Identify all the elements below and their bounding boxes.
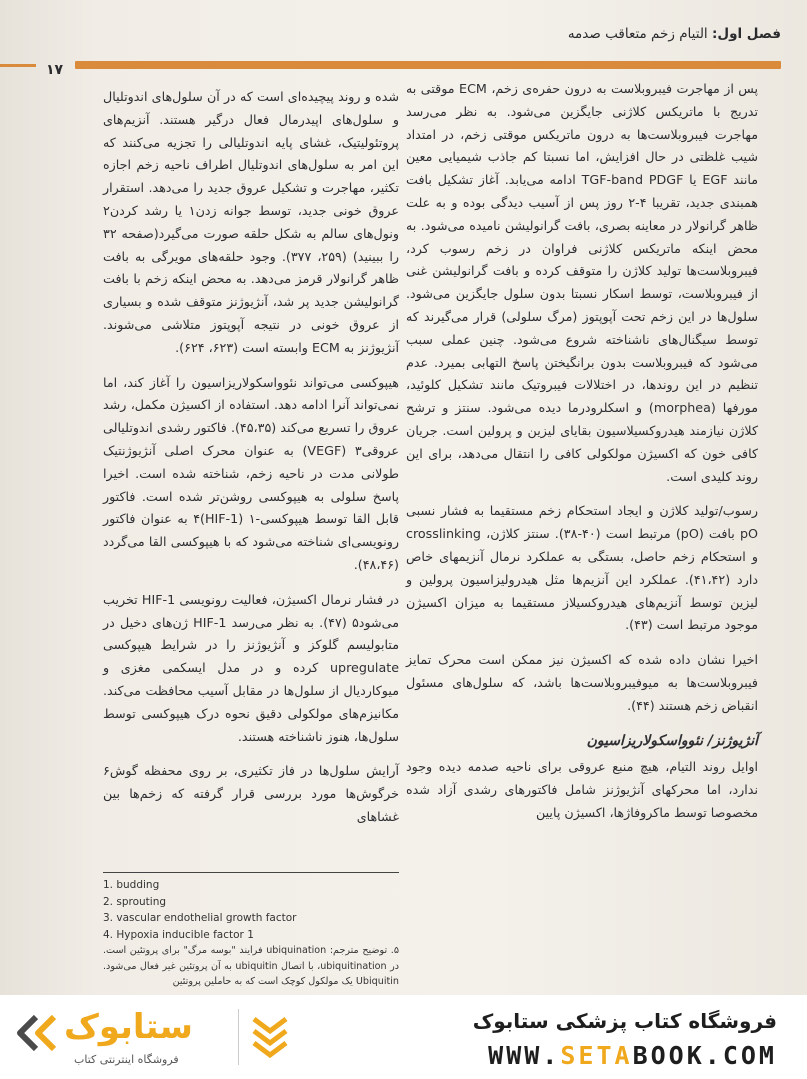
- paragraph: اوایل روند التیام، هیچ منبع عروقی برای ناحیه صدمه دیده وجود ندارد، اما محرکهای آنژیوژنز شامل فاکتورهای رشدی آزاد شده مخصوصا توسط ماکروفاژها، اکسیژن پایین: [406, 759, 758, 820]
- right-column: [406, 78, 758, 837]
- store-banner: [0, 995, 807, 1079]
- header-rule: [75, 61, 781, 69]
- logo-wordmark: ستابوک: [64, 1007, 193, 1047]
- shop-url-link[interactable]: [488, 1041, 777, 1070]
- chapter-label: فصل اول:: [711, 26, 781, 42]
- section-heading: آنژیوژنز/ نئوواسکولاریزاسیون: [586, 732, 758, 749]
- setabook-logo[interactable]: [14, 1003, 224, 1073]
- url-prefix: WWW.: [488, 1041, 561, 1070]
- footnote: 2. sprouting: [103, 895, 167, 908]
- paragraph: آرایش سلول‌ها در فاز تکثیری، بر روی محفظه گوش۶ خرگوش‌ها مورد بررسی قرار گرفته که زخم‌ها بین غشاهای: [103, 763, 399, 824]
- page-number: ۱۷: [46, 62, 64, 78]
- paragraph: در فشار نرمال اکسیژن، فعالیت رونویسی HIF-1 تخریب می‌شود۵ (۴۷). به نظر می‌رسد HIF-1 ژن‌های دخیل در متابولیسم گلوکز و آنژیوژنز را در شرایط هیپوکسی upregulate کرده و در مدل ایسکمی مغزی و میوکاردیال از سلول‌ها در مقابل آسیب محافظت می‌کند. مکانیزم‌های مولکولی دقیق نحوه درک هیپوکسی توسط سلول‌ها، هنوز ناشناخته هستند.: [103, 591, 400, 744]
- logo-tagline: فروشگاه اینترنتی کتاب: [74, 1053, 179, 1066]
- chevron-arrows-icon: [14, 1013, 62, 1053]
- left-column: [103, 86, 399, 841]
- divider: [238, 1009, 239, 1065]
- header-rule-short: [0, 64, 36, 67]
- footnote-translator-note: ۵. توضیح مترجم: ubiquination فرایند "بوسه مرگ" برای پروتئین است. در ubiquitination، با اتصال ubiquitin به آن پروتئین غیر فعال می‌شود. Ubiquitin یک مولکول کوچک است که به حاملین پروتئین: [103, 945, 399, 987]
- url-highlight: SETA: [560, 1041, 633, 1070]
- book-emblem-icon: [250, 1009, 290, 1065]
- paragraph: اخیرا نشان داده شده که اکسیژن نیز ممکن است محرک تمایز فیبروبلاست‌ها به میوفیبروبلاست‌ها باشد، که سلول‌های مسئول انقباض زخم هستند (۴۴).: [406, 652, 758, 713]
- paragraph: پس از مهاجرت فیبروبلاست به درون حفره‌ی زخم، ECM موقتی به تدریج با ماتریکس کلاژنی جایگزین می‌شود. به نظر می‌رسد مهاجرت فیبروبلاست‌ها به درون ماتریکس موقتی زخم، در امتداد شیب غلظتی در حال افزایش، اما نسبتا کم جاذب شیمیایی معین مانند EGF یا TGF-band PDGF ادامه می‌یابد. آغاز تشکیل بافت همبندی جدید، تقریبا ۴-۲ روز پس از آسیب دیدگی بوده و به علت ظاهر گرانولار در معاینه بصری، بافت گرانولیشن نامیده می‌شود. به محض اینکه ماتریکس کلاژنی فراوان در زخم رسوب کرد، فیبروبلاست‌ها تولید کلاژن را متوقف کرده و بافت گرانولیشن غنی از فیبروبلاست، توسط اسکار نسبتا بدون سلول جایگزین می‌شود. سلول‌ها در این زخم تحت آپوپتوز (مرگ سلولی) قرار می‌گیرند که توسط سیگنال‌های ناشناخته شروع می‌شود. چنین عملی سبب می‌شود که فیبروبلاست بدون برانگیختن پاسخ التهابی بمیرد. عدم تنظیم در این روندها، در اختلالات فیبروتیک مانند تشکیل کلوئید، مورفها (morphea) و اسکلرودرما دیده می‌شود. سنتز و ترشح کلاژن نیازمند هیدروکسیلاسیون بقایای لیزین و پرولین است. جریان کافی خون که اکسیژن مولکولی کافی را انتقال می‌دهد، برای این روند کلیدی است.: [406, 81, 759, 484]
- shop-name: فروشگاه کتاب پزشکی ستابوک: [472, 1009, 777, 1033]
- paragraph: رسوب/تولید کلاژن و ایجاد استحکام زخم مستقیما به فشار نسبی pO بافت (pO) مرتبط است (۴۰-۳۸). سنتز کلاژن، crosslinking و استحکام زخم حاصل، بستگی به عملکرد نرمال آنزیمهای خاص دارد (۴۱،۴۲). عملکرد این آنزیم‌ها مثل هیدرولیزاسیون پرولین و لیزین توسط آنزیم‌های هیدروکسیلاز مستقیما به میزان اکسیژن موجود مرتبط است (۴۳).: [406, 503, 759, 633]
- chapter-title: [568, 26, 781, 42]
- footnotes: [103, 872, 399, 990]
- paragraph: شده و روند پیچیده‌ای است که در آن سلول‌های اندوتلیال و سلول‌های اپیدرمال فعال درگیر هستند. آنزیم‌های پروتئولیتیک، غشای پایه اندوتلیالی را تجزیه می‌کنند که این امر به سلول‌های اندوتلیال اطراف ناحیه زخم اجازه تکثیر، مهاجرت و تشکیل عروق جدید را می‌دهد. استقرار عروق خونی جدید، توسط جوانه زدن۱ یا رشد کردن۲ ونول‌های سالم به شکل حلقه صورت می‌گیرد(صفحه ۳۲ را ببینید) (۲۵۹، ۳۷۷). وجود حلقه‌های مویرگی به بافت ظاهر گرانولار قرمز می‌دهد. به محض اینکه زخم با بافت گرانولیشن جدید پر شد، آنژیوژنز متوقف شده و بسیاری از عروق خونی در نتیجه آپوپتوز متلاشی می‌شوند. آنژیوژنز به ECM وابسته است (۶۲۳، ۶۲۴).: [103, 89, 400, 355]
- footnote: 3. vascular endothelial growth factor: [103, 912, 297, 924]
- footnote: 1. budding: [103, 879, 160, 891]
- chapter-name: التیام زخم متعاقب صدمه: [567, 26, 712, 42]
- url-suffix: BOOK.COM: [632, 1041, 777, 1070]
- paragraph: هیپوکسی می‌تواند نئوواسکولاریزاسیون را آغاز کند، اما نمی‌تواند آنرا ادامه دهد. استفاده از اکسیژن مکمل، رشد عروق را تسریع می‌کند (۴۵،۳۵). فاکتور رشدی اندوتلیالی عروقی۳ (VEGF) به عنوان محرک اصلی آنژیوژنتیک طولانی مدت در ناحیه زخم، شناخته شده است. اخیرا پاسخ سلولی به هیپوکسی روشن‌تر شده است. فاکتور قابل القا توسط هیپوکسی-۱ (HIF-1)۴ به عنوان فاکتور رونویسی‌ای شناخته می‌شود که با هیپوکسی القا می‌گردد (۴۸،۴۶).: [103, 374, 399, 572]
- footnote: 4. Hypoxia inducible factor 1: [103, 928, 254, 941]
